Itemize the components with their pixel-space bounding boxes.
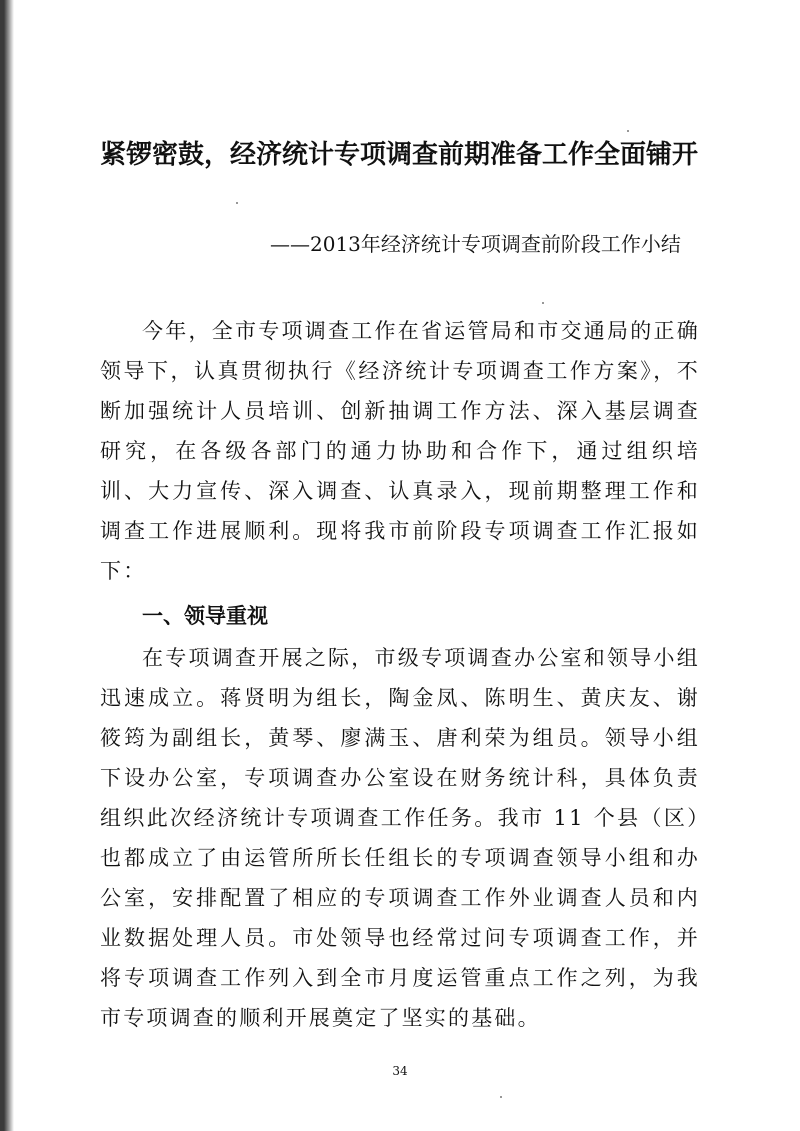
scan-speck	[500, 1096, 502, 1098]
scan-speck	[542, 302, 544, 304]
scan-speck	[627, 130, 629, 132]
document-subtitle: ——2013年经济统计专项调查前阶段工作小结	[270, 232, 681, 256]
document-title: 紧锣密鼓，经济统计专项调查前期准备工作全面铺开	[100, 140, 699, 170]
scan-speck	[236, 202, 238, 204]
page-number: 34	[392, 1064, 408, 1078]
intro-paragraph: 今年，全市专项调查工作在省运管局和市交通局的正确领导下，认真贯彻执行《经济统计专项调查工作方案》，不断加强统计人员培训、创新抽调工作方法、深入基层调查研究，在各级各部门的通力协助和合作下，通过组织培训、大力宣传、深入调查、认真录入，现前期整理工作和调查工作进展顺利。现将我市前阶段专项调查工作汇报如下：	[100, 319, 700, 583]
scan-shadow-edge	[0, 0, 14, 1131]
section-heading-leadership: 一、领导重视	[142, 604, 268, 628]
section-paragraph-leadership: 在专项调查开展之际，市级专项调查办公室和领导小组迅速成立。蒋贤明为组长，陶金凤、陈明生、黄庆友、谢筱筠为副组长，黄琴、廖满玉、唐利荣为组员。领导小组下设办公室，专项调查办公室设在财务统计科，具体负责组织此次经济统计专项调查工作任务。我市 11 个县（区）也都成立了由运管所所长任组长的专项调查领导小组和办公室，安排配置了相应的专项调查工作外业调查人员和内业数据处理人员。市处领导也经常过问专项调查工作，并将专项调查工作列入到全市月度运管重点工作之列，为我市专项调查的顺利开展奠定了坚实的基础。	[100, 646, 700, 1030]
